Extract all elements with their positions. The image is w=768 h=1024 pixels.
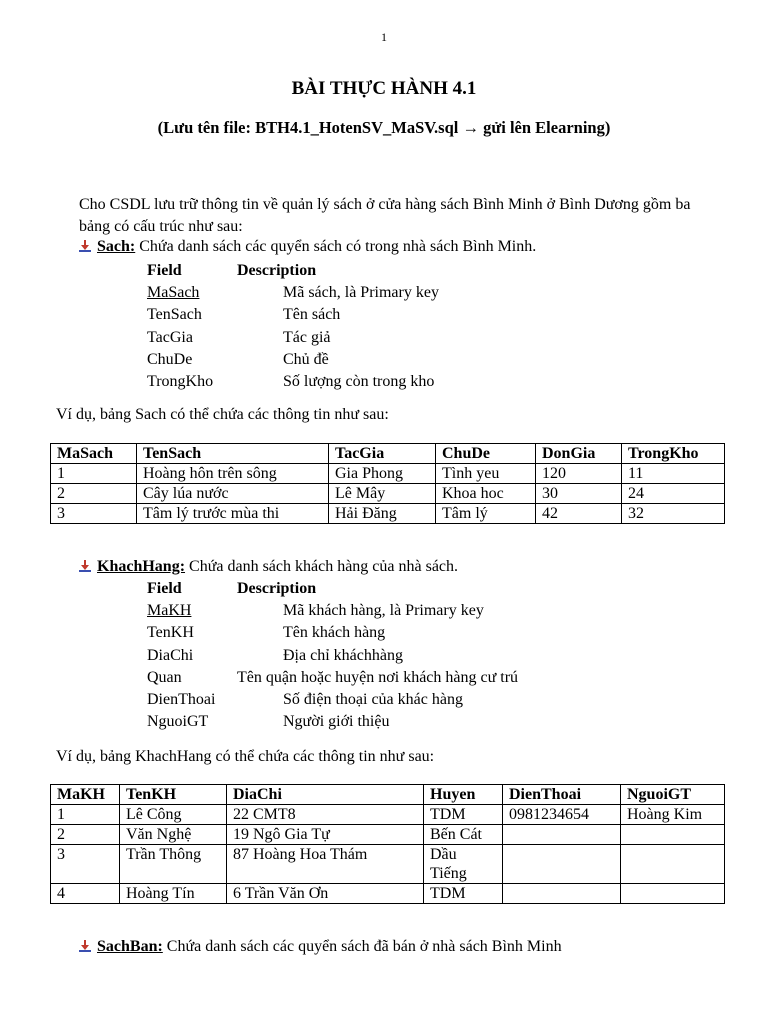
khachhang-table [50, 784, 725, 904]
table-cell [621, 825, 725, 845]
column-header: ChuDe [436, 444, 536, 464]
table-cell: Hoàng Tín [120, 884, 227, 904]
table-cell: Bến Cát [424, 825, 503, 845]
table-cell: 32 [622, 504, 725, 524]
column-header: Huyen [424, 785, 503, 805]
table-name: Sach: [97, 238, 136, 255]
field-name: ChuDe [147, 350, 193, 368]
table-cell: 4 [51, 884, 120, 904]
intro-paragraph [79, 194, 719, 238]
field-header: Field [147, 580, 182, 597]
field-description: Tên khách hàng [283, 624, 386, 642]
column-header: DienThoai [503, 785, 621, 805]
table-cell: TDM [424, 805, 503, 825]
sach-table [50, 443, 725, 524]
page-subtitle: (Lưu tên file: BTH4.1_HotenSV_MaSV.sql → gửi lên Elearning) [157, 118, 611, 137]
table-cell: Tâm lý trước mùa thi [137, 504, 329, 524]
field-description: Chủ đề [283, 350, 329, 368]
table-cell: 1 [51, 464, 137, 484]
column-header: TrongKho [622, 444, 725, 464]
intro-line: Cho CSDL lưu trữ thông tin về quản lý sách ở cửa hàng sách Bình Minh ở Bình Dương gồm ba [79, 196, 691, 213]
field-name: TacGia [147, 328, 193, 346]
description-header: Description [237, 580, 317, 597]
table-cell: Cây lúa nước [137, 484, 329, 504]
down-arrow-bullet-icon [79, 240, 91, 252]
field-description: Tác giả [283, 328, 331, 346]
table-cell: 120 [536, 464, 622, 484]
field-description: Mã sách, là Primary key [283, 284, 439, 302]
table-cell: Gia Phong [329, 464, 436, 484]
field-description: Tên sách [283, 306, 341, 324]
column-header: DonGia [536, 444, 622, 464]
table-cell: 2 [51, 484, 137, 504]
table-header-row [51, 785, 725, 805]
table-cell: Hoàng hôn trên sông [137, 464, 329, 484]
field-name: DienThoai [147, 690, 216, 708]
table-cell [621, 884, 725, 904]
table-cell: Lê Mây [329, 484, 436, 504]
table-row [51, 884, 725, 904]
table-cell: 0981234654 [503, 805, 621, 825]
table-cell: 24 [622, 484, 725, 504]
table-cell [621, 845, 725, 884]
table-row [51, 845, 725, 884]
field-name: TenSach [147, 306, 202, 324]
field-name: MaKH [147, 602, 192, 620]
column-header: MaKH [51, 785, 120, 805]
table-cell: Hoàng Kim [621, 805, 725, 825]
sachban-bullet [79, 938, 562, 956]
table-cell [503, 825, 621, 845]
field-description: Tên quận hoặc huyện nơi khách hàng cư trú [237, 668, 519, 686]
table-cell: Dầu Tiếng [424, 845, 503, 884]
table-cell: 1 [51, 805, 120, 825]
column-header: MaSach [51, 444, 137, 464]
table-cell: 87 Hoàng Hoa Thám [227, 845, 424, 884]
table-cell: 11 [622, 464, 725, 484]
field-name: NguoiGT [147, 713, 209, 731]
table-cell [503, 845, 621, 884]
field-description: Số lượng còn trong kho [283, 372, 435, 390]
table-cell: Trần Thông [120, 845, 227, 884]
field-name: TenKH [147, 624, 194, 642]
table-cell: Hải Đăng [329, 504, 436, 524]
field-name: TrongKho [147, 372, 214, 390]
table-cell: 3 [51, 845, 120, 884]
table-cell: Tình yeu [436, 464, 536, 484]
table-cell: Văn Nghệ [120, 825, 227, 845]
description-header: Description [237, 262, 317, 279]
table-header-row [51, 444, 725, 464]
column-header: TenSach [137, 444, 329, 464]
table-name: SachBan: [97, 938, 163, 955]
sach-example-note: Ví dụ, bảng Sach có thể chứa các thông tin như sau: [56, 406, 389, 423]
column-header: TacGia [329, 444, 436, 464]
table-cell: 22 CMT8 [227, 805, 424, 825]
field-description: Số điện thoại của khác hàng [283, 690, 463, 708]
table-row [51, 805, 725, 825]
intro-line: bảng có cấu trúc như sau: [79, 218, 243, 235]
page-number: 1 [381, 30, 387, 44]
table-cell: 42 [536, 504, 622, 524]
table-row [51, 464, 725, 484]
column-header: TenKH [120, 785, 227, 805]
table-row [51, 484, 725, 504]
table-row [51, 504, 725, 524]
table-cell: Lê Công [120, 805, 227, 825]
table-cell: 6 Trần Văn Ơn [227, 884, 424, 904]
table-cell: Tâm lý [436, 504, 536, 524]
table-description: Chứa danh sách các quyển sách có trong nhà sách Bình Minh. [135, 238, 537, 255]
field-name: DiaChi [147, 646, 194, 664]
sach-bullet [79, 238, 536, 256]
table-row [51, 825, 725, 845]
field-name: Quan [147, 668, 182, 686]
field-name: MaSach [147, 284, 200, 302]
table-cell [503, 884, 621, 904]
khachhang-bullet [79, 558, 458, 576]
table-name: KhachHang: [97, 558, 186, 575]
table-cell: TDM [424, 884, 503, 904]
down-arrow-bullet-icon [79, 940, 91, 952]
column-header: DiaChi [227, 785, 424, 805]
field-header: Field [147, 262, 182, 279]
column-header: NguoiGT [621, 785, 725, 805]
table-cell: 3 [51, 504, 137, 524]
table-description: Chứa danh sách khách hàng của nhà sách. [185, 558, 459, 575]
page-title: BÀI THỰC HÀNH 4.1 [291, 78, 477, 99]
field-description: Mã khách hàng, là Primary key [283, 602, 484, 620]
table-description: Chứa danh sách các quyển sách đã bán ở nhà sách Bình Minh [162, 938, 562, 955]
table-cell: 2 [51, 825, 120, 845]
down-arrow-bullet-icon [79, 560, 91, 572]
table-cell: Khoa hoc [436, 484, 536, 504]
field-description: Địa chỉ kháchhàng [283, 646, 403, 664]
table-cell: 19 Ngô Gia Tự [227, 825, 424, 845]
field-description: Người giới thiệu [283, 713, 390, 731]
khachhang-example-note: Ví dụ, bảng KhachHang có thể chứa các thông tin như sau: [56, 748, 435, 765]
table-cell: 30 [536, 484, 622, 504]
